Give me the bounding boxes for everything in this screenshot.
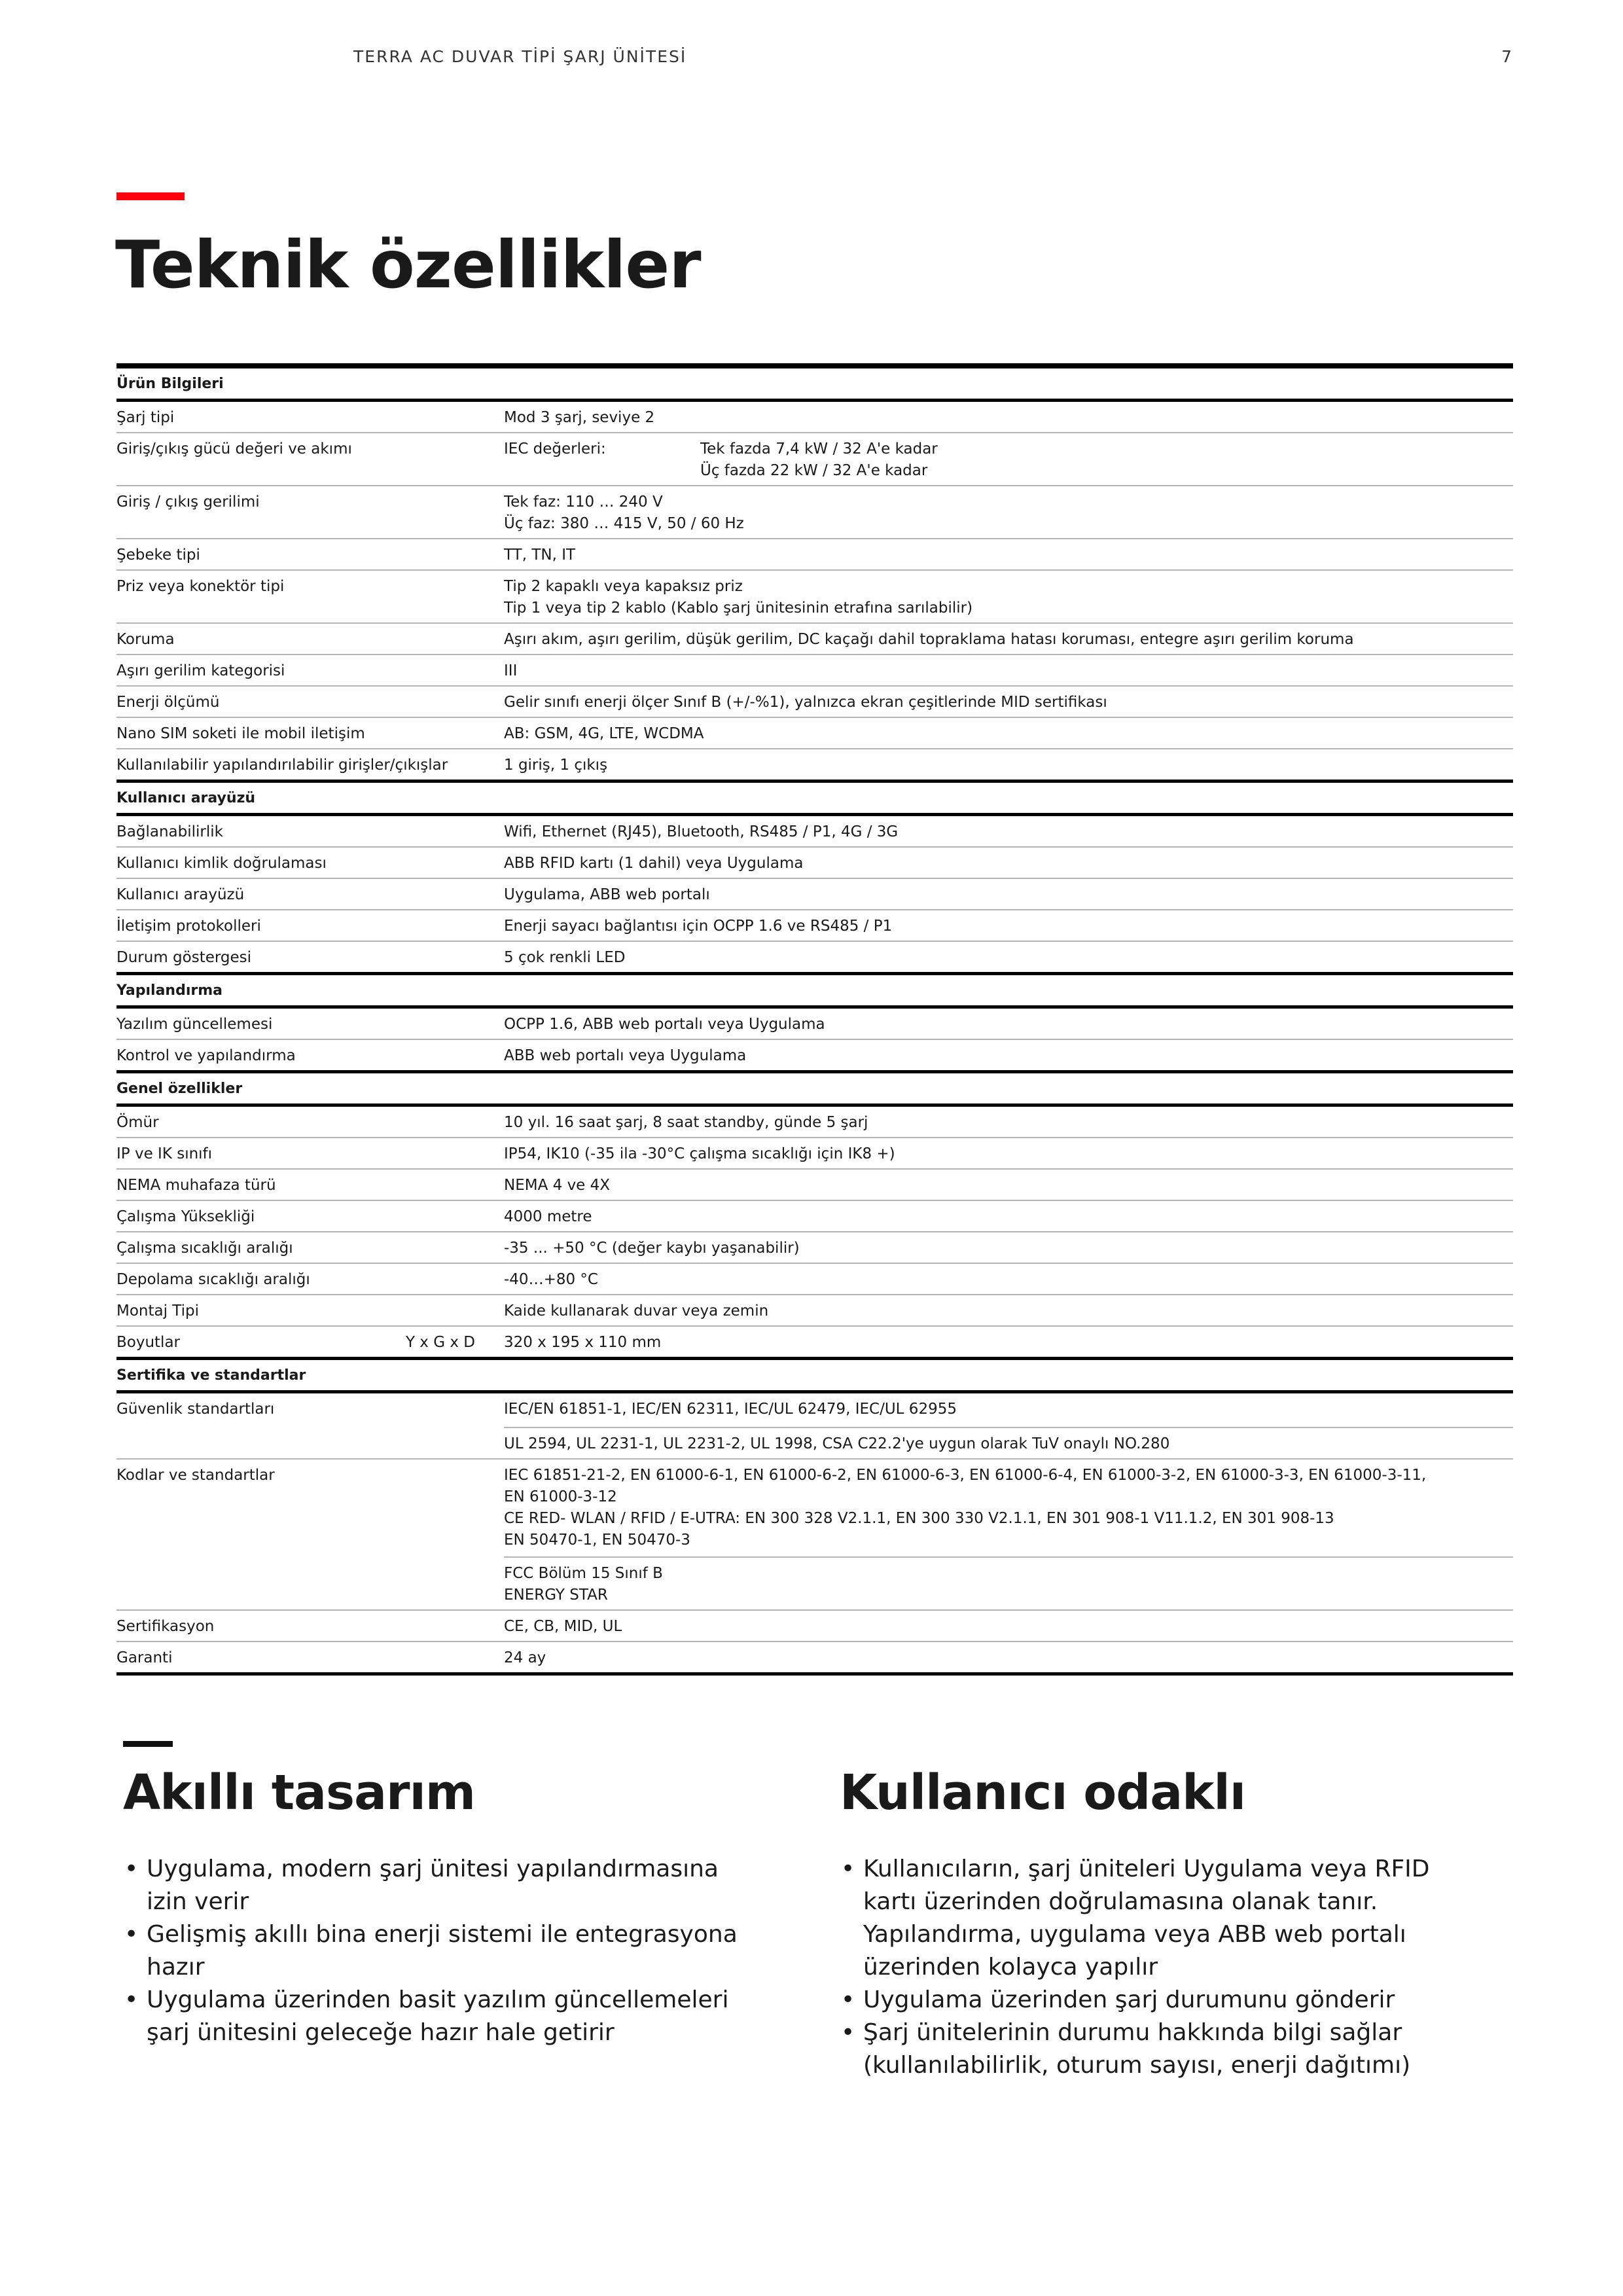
spec-row-voltage [116,486,1513,539]
spec-label: Şebeke tipi [116,547,200,564]
section-header-certification: Sertifika ve standartlar [116,1360,1513,1393]
spec-row-ui [116,879,1513,910]
section-accent-bar [123,1741,173,1747]
bullet-icon: • [124,1986,139,2013]
spec-value: IP54, IK10 (-35 ila -30°C çalışma sıcaklığı için IK8 +) [504,1145,895,1162]
spec-value-line: Tip 2 kapaklı veya kapaksız priz [504,578,743,595]
bullet-icon: • [124,1920,139,1948]
spec-label: Garanti [116,1649,173,1666]
spec-value: OCPP 1.6, ABB web portalı veya Uygulama [504,1016,825,1033]
spec-row-overvoltage [116,655,1513,687]
list-item-text: Kullanıcıların, şarj üniteleri Uygulama veya RFID kartı üzerinden doğrulamasına olanak tanır. Yapılandırma, uygulama veya ABB web portalı üzerinden kolayca yapılır [863,1855,1430,1981]
spec-row-socket [116,571,1513,624]
spec-row-charge-type [116,402,1513,433]
spec-label: Yazılım güncellemesi [116,1016,273,1033]
list-item [123,1918,738,1984]
spec-label: Kontrol ve yapılandırma [116,1047,296,1064]
list-item [123,1984,738,2049]
spec-label: Ömür [116,1114,159,1131]
bullet-icon: • [841,2018,855,2046]
bullet-icon: • [841,1855,855,1882]
spec-row-lifetime [116,1107,1513,1138]
spec-value: Wifi, Ethernet (RJ45), Bluetooth, RS485 / P1, 4G / 3G [504,823,899,840]
spec-value: AB: GSM, 4G, LTE, WCDMA [504,725,704,742]
spec-table [116,363,1513,1676]
spec-value: ABB RFID kartı (1 dahil) veya Uygulama [504,855,804,872]
bullet-icon: • [124,1855,139,1882]
spec-value-subrow [504,1427,1513,1455]
spec-value: CE, CB, MID, UL [504,1618,622,1635]
spec-row-protection [116,624,1513,655]
spec-label: Depolama sıcaklığı aralığı [116,1271,310,1288]
spec-label: Nano SIM soketi ile mobil iletişim [116,725,365,742]
spec-label: Enerji ölçümü [116,694,220,711]
spec-row-status [116,942,1513,975]
spec-label: Kullanıcı kimlik doğrulaması [116,855,327,872]
spec-label: IP ve IK sınıfı [116,1145,213,1162]
spec-value-line: Tek faz: 110 … 240 V [504,493,663,511]
dimension-order-hint: Y x G x D [405,1334,475,1351]
spec-sublabel: IEC değerleri: [504,440,606,457]
user-focused-title: Kullanıcı odaklı [840,1765,1246,1821]
list-item-text: Uygulama üzerinden basit yazılım güncellemeleri şarj ünitesini geleceğe hazır hale getirir [147,1986,729,2046]
spec-row-protocols [116,910,1513,942]
spec-row-warranty [116,1642,1513,1676]
spec-value-line: FCC Bölüm 15 Sınıf B [504,1565,663,1582]
running-header: TERRA AC DUVAR TİPİ ŞARJ ÜNİTESİ [353,47,687,66]
list-item [840,1984,1455,2017]
spec-value-line: IEC 61851-21-2, EN 61000-6-1, EN 61000-6-2, EN 61000-6-3, EN 61000-6-4, EN 61000-3-2, EN 61000-3-3, EN 61000-3-11, [504,1467,1427,1484]
spec-label: NEMA muhafaza türü [116,1177,276,1194]
spec-value: III [504,662,518,679]
spec-row-altitude [116,1201,1513,1232]
spec-label: Priz veya konektör tipi [116,578,285,595]
spec-value-line: Üç faz: 380 … 415 V, 50 / 60 Hz [504,515,744,532]
spec-value-line: Üç fazda 22 kW / 32 A'e kadar [700,462,928,479]
section-header-product-info: Ürün Bilgileri [116,368,1513,402]
spec-row-certs [116,1611,1513,1642]
spec-row-nema [116,1170,1513,1201]
spec-row-metering [116,687,1513,718]
bullet-icon: • [841,1986,855,2013]
spec-label: Koruma [116,631,175,648]
list-item [840,1853,1455,1984]
spec-value: Aşırı akım, aşırı gerilim, düşük gerilim, DC kaçağı dahil topraklama hatası koruması, entegre aşırı gerilim koruma [504,631,1354,648]
spec-row-ip [116,1138,1513,1170]
section-header-configuration: Yapılandırma [116,975,1513,1009]
spec-label: Giriş/çıkış gücü değeri ve akımı [116,440,352,457]
spec-value: 4000 metre [504,1208,592,1225]
title-accent-bar [116,192,185,200]
spec-row-mounting [116,1295,1513,1327]
spec-row-sim [116,718,1513,749]
spec-label: Kullanıcı arayüzü [116,886,245,903]
spec-row-codes [116,1458,1513,1611]
spec-value-line: EN 50470-1, EN 50470-3 [504,1532,690,1549]
spec-label-text: Boyutlar [116,1334,180,1351]
spec-value [504,1399,1513,1455]
spec-row-software [116,1009,1513,1040]
spec-value: TT, TN, IT [504,547,576,564]
spec-row-io [116,749,1513,783]
spec-value-line: Tek fazda 7,4 kW / 32 A'e kadar [700,440,938,457]
spec-value: -40…+80 °C [504,1271,598,1288]
spec-row-connectivity [116,816,1513,848]
list-item-text: Uygulama üzerinden şarj durumunu gönderir [863,1986,1395,2013]
spec-value: -35 ... +50 °C (değer kaybı yaşanabilir) [504,1240,800,1257]
spec-row-storage-temp [116,1264,1513,1295]
spec-value: NEMA 4 ve 4X [504,1177,611,1194]
spec-label: İletişim protokolleri [116,918,261,935]
spec-label: Giriş / çıkış gerilimi [116,493,260,511]
spec-label: Montaj Tipi [116,1302,200,1319]
list-item-text: Uygulama, modern şarj ünitesi yapılandırmasına izin verir [147,1855,719,1915]
page-number: 7 [1501,47,1512,66]
user-focused-section [840,1741,1455,2082]
spec-row-dimensions [116,1327,1513,1360]
section-header-user-interface: Kullanıcı arayüzü [116,783,1513,816]
spec-value: Uygulama, ABB web portalı [504,886,710,903]
page-title: Teknik özellikler [115,226,701,303]
spec-label: Bağlanabilirlik [116,823,223,840]
spec-value: Gelir sınıfı enerji ölçer Sınıf B (+/-%1), yalnızca ekran çeşitlerinde MID sertifikası [504,694,1107,711]
spec-label [116,1332,504,1354]
spec-value: 10 yıl. 16 saat şarj, 8 saat standby, günde 5 şarj [504,1114,868,1131]
spec-row-op-temp [116,1232,1513,1264]
spec-value: 24 ay [504,1649,546,1666]
spec-value-line: EN 61000-3-12 [504,1488,617,1505]
spec-value-line: CE RED- WLAN / RFID / E-UTRA: EN 300 328 V2.1.1, EN 300 330 V2.1.1, EN 301 908-1 V11.1.2, EN 301 908-13 [504,1510,1334,1527]
spec-row-grid [116,539,1513,571]
spec-label: Çalışma sıcaklığı aralığı [116,1240,293,1257]
spec-value: Enerji sayacı bağlantısı için OCPP 1.6 ve RS485 / P1 [504,918,893,935]
spec-value [504,439,1513,482]
smart-design-section [123,1741,738,2049]
list-item-text: Şarj ünitelerinin durumu hakkında bilgi sağlar (kullanılabilirlik, oturum sayısı, enerji dağıtımı) [863,2018,1411,2079]
spec-value-line: UL 2594, UL 2231-1, UL 2231-2, UL 1998, CSA C22.2'ye uygun olarak TuV onaylı NO.280 [504,1435,1170,1452]
section-accent-spacer [840,1741,889,1747]
list-item [123,1853,738,1918]
smart-design-list [123,1853,738,2049]
spec-label: Aşırı gerilim kategorisi [116,662,285,679]
spec-value-line: IEC/EN 61851-1, IEC/EN 62311, IEC/UL 62479, IEC/UL 62955 [504,1401,957,1418]
section-header-general: Genel özellikler [116,1073,1513,1107]
list-item [840,2017,1455,2082]
spec-value-line: ENERGY STAR [504,1587,608,1604]
spec-label: Kullanılabilir yapılandırılabilir girişler/çıkışlar [116,757,448,774]
spec-value-subrow [504,1556,1513,1606]
spec-value [504,492,1513,535]
spec-value: Mod 3 şarj, seviye 2 [504,409,655,426]
user-focused-list [840,1853,1455,2082]
spec-row-auth [116,848,1513,879]
spec-label: Sertifikasyon [116,1618,215,1635]
spec-value: 320 x 195 x 110 mm [504,1334,662,1351]
spec-label: Şarj tipi [116,409,175,426]
spec-label: Güvenlik standartları [116,1401,275,1418]
spec-value: Kaide kullanarak duvar veya zemin [504,1302,769,1319]
spec-value: ABB web portalı veya Uygulama [504,1047,747,1064]
spec-value [504,1465,1513,1606]
spec-value: 1 giriş, 1 çıkış [504,757,608,774]
spec-value: 5 çok renkli LED [504,949,626,966]
spec-row-control [116,1040,1513,1073]
smart-design-title: Akıllı tasarım [123,1765,475,1821]
spec-row-power [116,433,1513,486]
spec-label: Kodlar ve standartlar [116,1467,275,1484]
list-item-text: Gelişmiş akıllı bina enerji sistemi ile entegrasyona hazır [147,1920,738,1981]
spec-label: Çalışma Yüksekliği [116,1208,255,1225]
spec-label: Durum göstergesi [116,949,252,966]
spec-value [504,576,1513,619]
spec-row-safety [116,1393,1513,1458]
spec-value-line: Tip 1 veya tip 2 kablo (Kablo şarj ünitesinin etrafına sarılabilir) [504,600,973,617]
